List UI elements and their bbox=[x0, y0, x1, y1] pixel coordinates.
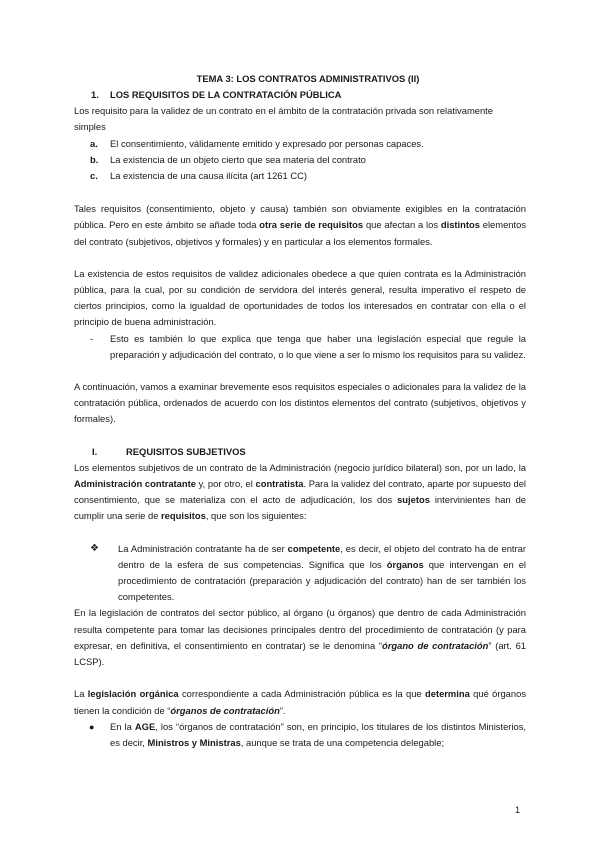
paragraph-continuation: A continuación, vamos a examinar brevemente esos requisitos especiales o adicionales para la validez de la contratación pública, ordenados de acuerdo con los distintos elementos del contrato (subjetivos, objetivos y formales). bbox=[74, 381, 526, 425]
dash-text: Esto es también lo que explica que tenga que haber una legislación especial que regule la preparación y adjudicación del contrato, o lo que viene a ser lo mismo los requisitos para su validez. bbox=[110, 332, 526, 360]
list-marker: b. bbox=[90, 153, 99, 165]
list-text: El consentimiento, válidamente emitido y expresado por personas capaces. bbox=[110, 137, 424, 149]
paragraph-organo-contratacion: En la legislación de contratos del sector público, al órgano (u órganos) que dentro de cada Administración resulta competente para tomar las decisiones principales dentro del procedimiento de contratación (y para expresar, en definitiva, el consentimiento en contratar) se le denomina “órgano de contratación” (art. 61 LCSP). bbox=[74, 607, 526, 668]
list-item bbox=[74, 168, 526, 184]
paragraph-additional-requirements: La existencia de estos requisitos de validez adicionales obedece a que quien contrata es la Administración pública, para la cual, por su condición de servidora del interés general, resulta imperativo el respeto de ciertos principios, como la igualdad de oportunidades de todos los interesados en contratar con ella o el principio de buena administración. bbox=[74, 267, 526, 328]
page-content bbox=[74, 71, 526, 751]
paragraph-legislacion-organica: La legislación orgánica correspondiente a cada Administración pública es la que determina qué órganos tienen la condición de “órganos de contratación”. bbox=[74, 688, 527, 716]
paragraph-subjective-elements: Los elementos subjetivos de un contrato de la Administración (negocio jurídico bilateral) son, por un lado, la Administración contratante y, por otro, el contratista. Para la validez del contrato, aparte por supuesto del consentimiento, que se materializa con el acto de adjudicación, los dos sujetos intervinientes han de cumplir una serie de requisitos, que son los siguientes: bbox=[74, 461, 527, 522]
section-I-title: REQUISITOS SUBJETIVOS bbox=[126, 445, 246, 457]
list-marker: a. bbox=[90, 137, 98, 149]
bullet-icon: ● bbox=[89, 721, 95, 732]
document-title: TEMA 3: LOS CONTRATOS ADMINISTRATIVOS (II) bbox=[196, 73, 420, 84]
dash-item bbox=[74, 331, 526, 363]
bullet-item: ● En la AGE, los “órganos de contratación” son, en principio, los titulares de los distintos Ministerios, es decir, Ministros y Ministras, aunque se trata de una competencia delegable; bbox=[89, 720, 526, 748]
list-item bbox=[74, 152, 526, 168]
section-I-heading bbox=[92, 444, 526, 460]
list-text: La existencia de una causa ilícita (art 1261 CC) bbox=[110, 170, 307, 182]
diamond-item: ❖ La Administración contratante ha de ser competente, es decir, el objeto del contrato ha de entrar dentro de la esfera de sus competencias. Significa que los órganos que intervengan en el procedimiento de contratación (preparación y adjudicación del contrato) han de ser también los competentes. bbox=[90, 542, 527, 603]
paragraph-public-requirements: Tales requisitos (consentimiento, objeto y causa) también son obviamente exigibles en la contratación pública. Pero en este ámbito se añade toda otra serie de requisitos que afectan a los distintos elementos del contrato (subjetivos, objetivos y formales) y en particular a los elementos formales. bbox=[74, 203, 527, 247]
list-marker: c. bbox=[90, 170, 98, 182]
paragraph-private-requirements: Los requisito para la validez de un contrato en el ámbito de la contratación privada son relativamente simples bbox=[74, 105, 494, 133]
section-1-number: 1. bbox=[91, 89, 99, 100]
diamond-bullet-icon: ❖ bbox=[90, 542, 99, 554]
page-number: 1 bbox=[515, 805, 521, 815]
section-1-heading bbox=[91, 87, 526, 103]
list-item bbox=[74, 136, 526, 152]
list-text: La existencia de un objeto cierto que sea materia del contrato bbox=[110, 153, 366, 165]
section-I-number: I. bbox=[92, 445, 98, 457]
section-1-title: LOS REQUISITOS DE LA CONTRATACIÓN PÚBLICA bbox=[110, 89, 342, 100]
dash-marker: - bbox=[90, 332, 94, 344]
